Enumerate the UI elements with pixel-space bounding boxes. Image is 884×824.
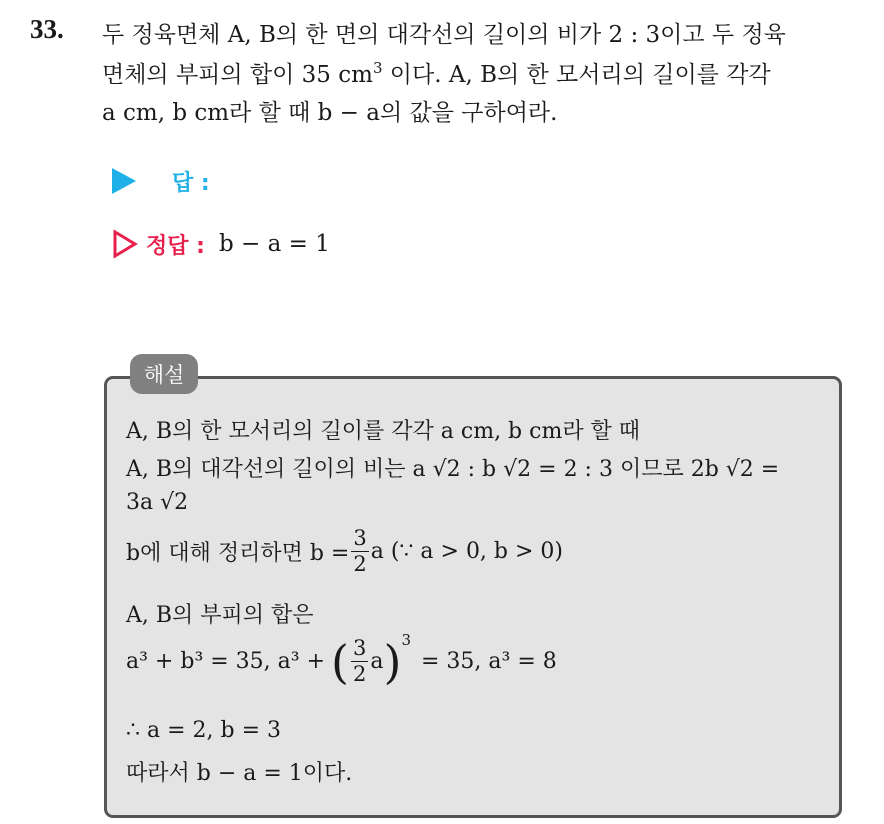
fraction-denominator-2: 2	[352, 662, 367, 686]
question-line-2-text: 면체의 부피의 합이 35 cm	[102, 62, 373, 88]
solution-line-7: ∴ a = 2, b = 3	[126, 718, 282, 743]
fraction-variable: a	[370, 649, 384, 674]
solution-line-4	[126, 528, 563, 575]
answer-arrow-icon	[112, 168, 136, 194]
question-line-2-rest: 이다. A, B의 한 모서리의 길이를 각각	[382, 62, 771, 88]
superscript-exponent: 3	[372, 59, 383, 77]
solution-line-4-pre: b에 대해 정리하면 b =	[126, 541, 350, 566]
solution-line-6-post: = 35, a³ = 8	[420, 649, 557, 674]
paren-exponent: 3	[401, 630, 411, 649]
solution-tag: 해설	[130, 354, 198, 394]
answer-label: 답 :	[172, 170, 210, 196]
solution-line-2: A, B의 대각선의 길이의 비는 a √2 : b √2 = 2 : 3 이므로 2b √2 =	[126, 457, 780, 482]
fraction-numerator: 3	[353, 526, 367, 550]
correct-answer-value: b − a = 1	[218, 231, 330, 257]
solution-line-8: 따라서 b − a = 1이다.	[126, 761, 353, 786]
fraction-numerator-2: 3	[352, 636, 367, 660]
fraction-denominator: 2	[353, 552, 367, 576]
solution-line-6	[126, 630, 557, 689]
question-line-1: 두 정육면체 A, B의 한 면의 대각선의 길이의 비가 2 : 3이고 두 정육	[102, 22, 786, 48]
question-line-3: a cm, b cm라 할 때 b − a의 값을 구하여라.	[102, 100, 558, 126]
answer-row	[112, 166, 210, 196]
question-line-2	[102, 56, 771, 89]
solution-line-6-pre: a³ + b³ = 35, a³ +	[126, 649, 326, 674]
paren-close: )	[383, 634, 402, 689]
paren-open: (	[331, 634, 349, 689]
question-number: 33.	[30, 14, 64, 44]
fraction-three-halves-2	[351, 638, 368, 685]
correct-answer-row	[112, 228, 330, 260]
solution-line-3: 3a √2	[126, 490, 189, 515]
correct-answer-arrow-icon	[112, 229, 138, 259]
correct-answer-label: 정답 :	[146, 233, 205, 259]
solution-line-1: A, B의 한 모서리의 길이를 각각 a cm, b cm라 할 때	[126, 419, 641, 444]
solution-line-4-post: a (∵ a > 0, b > 0)	[370, 539, 564, 564]
solution-line-5: A, B의 부피의 합은	[126, 603, 314, 628]
fraction-three-halves	[351, 528, 368, 575]
